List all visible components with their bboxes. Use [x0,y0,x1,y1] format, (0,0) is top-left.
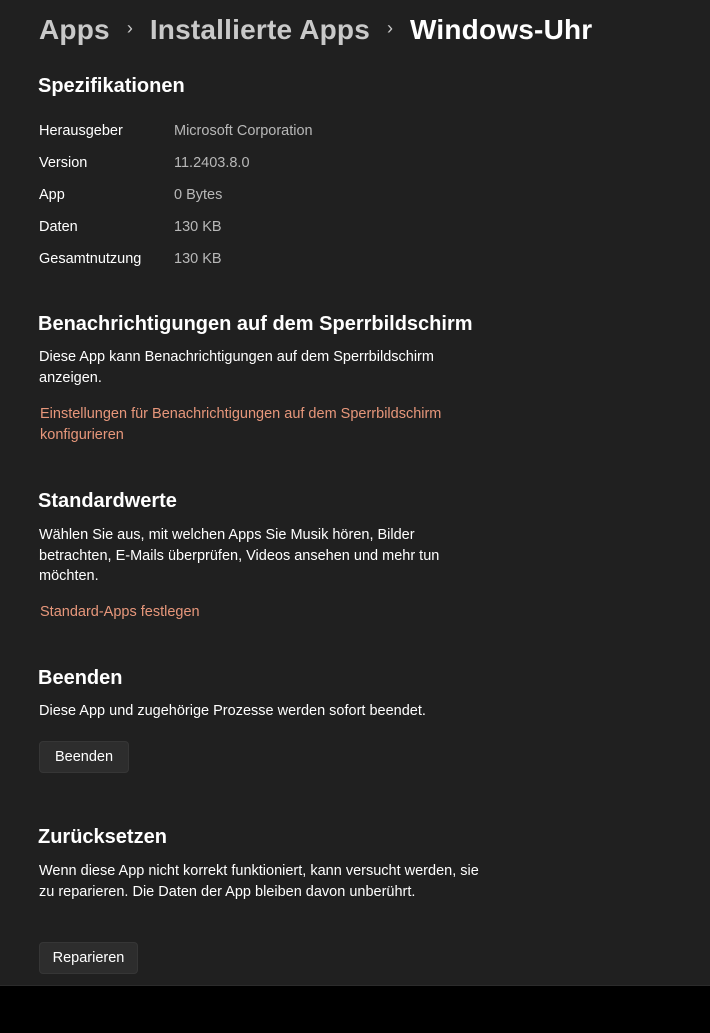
spec-label: App [39,187,65,203]
spec-value: 130 KB [174,251,222,267]
spec-row-publisher [39,120,313,142]
lockscreen-settings-link[interactable]: Einstellungen für Benachrichtigungen auf dem Sperrbildschirm konfigurieren [40,406,442,443]
breadcrumb-installed-apps[interactable]: Installierte Apps [149,14,371,45]
spec-value: 0 Bytes [174,187,223,203]
chevron-right-icon: › [387,17,394,38]
reset-description: Wenn diese App nicht korrekt funktioniert, kann versucht werden, sie zu reparieren. Die Daten der App bleiben davon unberührt. [39,863,479,900]
breadcrumb-apps[interactable]: Apps [39,14,110,45]
spec-label: Herausgeber [39,123,123,139]
reset-title: Zurücksetzen [38,826,167,848]
spec-row-data-size [39,216,222,238]
terminate-title: Beenden [38,667,123,689]
spec-value: 11.2403.8.0 [174,155,250,171]
spec-row-app-size [39,184,222,206]
lockscreen-title: Benachrichtigungen auf dem Sperrbildschirm [38,313,473,335]
set-default-apps-link[interactable]: Standard-Apps festlegen [40,604,200,620]
repair-button[interactable]: Reparieren [39,942,138,974]
lockscreen-description: Diese App kann Benachrichtigungen auf dem Sperrbildschirm anzeigen. [39,349,434,386]
spec-value: 130 KB [174,219,222,235]
chevron-right-icon: › [126,17,133,38]
taskbar-area [0,985,710,1033]
terminate-description: Diese App und zugehörige Prozesse werden sofort beendet. [39,703,426,719]
page-title: Windows-Uhr [410,14,593,45]
spec-label: Gesamtnutzung [39,251,142,267]
spec-value: Microsoft Corporation [174,123,313,139]
defaults-title: Standardwerte [38,490,177,512]
defaults-description: Wählen Sie aus, mit welchen Apps Sie Musik hören, Bilder betrachten, E-Mails überprüfen, Videos ansehen und mehr tun möchten. [39,527,440,584]
spec-label: Version [39,155,88,171]
spec-row-total-usage [39,248,222,270]
spec-row-version [39,152,250,174]
terminate-button[interactable]: Beenden [39,741,129,773]
specs-title: Spezifikationen [38,75,185,97]
breadcrumb [39,10,592,50]
spec-label: Daten [39,219,78,235]
